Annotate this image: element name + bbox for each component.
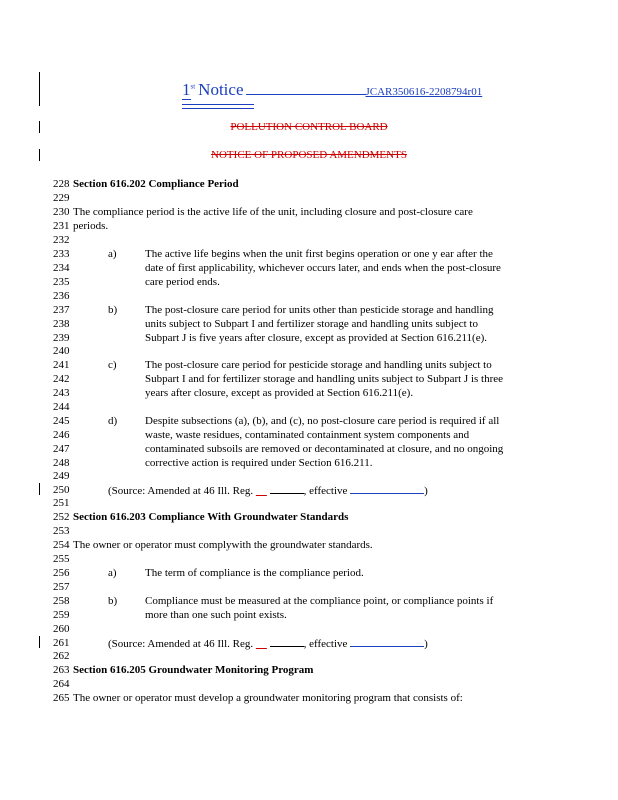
notice-title: Notice: [198, 80, 244, 99]
subsection-label: c): [108, 359, 117, 371]
source-note-prefix: (Source: Amended at 46 Ill. Reg.: [108, 638, 256, 650]
subsection-label: a): [108, 567, 117, 579]
line-number: 261: [53, 637, 70, 649]
source-note-effective: , effective: [303, 638, 351, 650]
line-number: 235: [53, 276, 70, 288]
notice-header: [182, 80, 482, 100]
subsection-text: The term of compliance is the compliance period.: [145, 567, 364, 579]
subsection-text: The post-closure care period for pesticide storage and handling units subject to: [145, 359, 492, 371]
line-number: 242: [53, 373, 70, 385]
subsection-label: b): [108, 595, 118, 607]
change-bar: [39, 72, 40, 106]
subsection-label: a): [108, 248, 117, 260]
subsection-label: b): [108, 304, 118, 316]
line-number: 264: [53, 678, 70, 690]
line-number: 259: [53, 609, 70, 621]
source-note-effective: , effective: [303, 485, 351, 497]
source-note-end: ): [424, 485, 428, 497]
line-number: 232: [53, 234, 70, 246]
source-note: [108, 484, 428, 497]
line-number: 243: [53, 387, 70, 399]
line-number: 251: [53, 497, 70, 509]
line-number: 231: [53, 220, 70, 232]
line-number: 263: [53, 664, 70, 676]
header-rule-mark: [182, 108, 192, 109]
effective-date-blank: [350, 484, 424, 494]
subsection-text: date of first applicability, whichever occurs later, and ends when the post-closure: [145, 262, 501, 274]
section-heading: Section 616.205 Groundwater Monitoring Program: [73, 664, 314, 676]
subsection-text: Subpart J is five years after closure, except as provided at Section 616.211(e).: [145, 332, 488, 344]
header-double-rule: [182, 104, 254, 109]
notice-number: 1: [182, 80, 191, 99]
agency-name: POLLUTION CONTROL BOARD: [230, 121, 388, 133]
line-number: 256: [53, 567, 70, 579]
line-number: 246: [53, 429, 70, 441]
notice-type: NOTICE OF PROPOSED AMENDMENTS: [211, 149, 407, 161]
source-note-prefix: (Source: Amended at 46 Ill. Reg.: [108, 485, 256, 497]
line-number: 240: [53, 345, 70, 357]
document-id: JCAR350616-2208794r01: [365, 86, 483, 98]
section-heading: Section 616.202 Compliance Period: [73, 178, 239, 190]
line-number: 234: [53, 262, 70, 274]
subsection-text: Subpart I and for fertilizer storage and handling units subject to Subpart J is three: [145, 373, 504, 385]
subsection-text: Despite subsections (a), (b), and (c), no post-closure care period is required if all: [145, 415, 500, 427]
line-number: 262: [53, 650, 70, 662]
subsection-label: d): [108, 415, 118, 427]
subsection-text: contaminated subsoils are removed or decontaminated at closure, and no ongoing: [145, 443, 504, 455]
paragraph-text: The owner or operator must complywith the groundwater standards.: [73, 539, 373, 551]
subsection-text: The active life begins when the unit first begins operation or one y ear after the: [145, 248, 493, 260]
subsection-text: years after closure, except as provided at Section 616.211(e).: [145, 387, 414, 399]
subsection-text: units subject to Subpart I and fertilizer storage and handling units subject to: [145, 318, 478, 330]
source-note-end: ): [424, 638, 428, 650]
paragraph-text: The owner or operator must develop a groundwater monitoring program that consists of:: [73, 692, 463, 704]
line-number: 257: [53, 581, 70, 593]
line-number: 229: [53, 192, 70, 204]
line-number: 233: [53, 248, 70, 260]
subsection-text: more than one such point exists.: [145, 609, 287, 621]
subsection-text: waste, waste residues, contaminated containment system components and: [145, 429, 470, 441]
line-number: 248: [53, 457, 70, 469]
line-number: 245: [53, 415, 70, 427]
line-number: 254: [53, 539, 70, 551]
register-blank: [256, 485, 267, 497]
line-number: 236: [53, 290, 70, 302]
change-bar: [39, 483, 40, 495]
line-number: 247: [53, 443, 70, 455]
line-number: 252: [53, 511, 70, 523]
section-heading: Section 616.203 Compliance With Groundwater Standards: [73, 511, 349, 523]
paragraph-text: periods.: [73, 220, 109, 232]
register-blank: [256, 638, 267, 650]
line-number: 237: [53, 304, 70, 316]
paragraph-text: The compliance period is the active life of the unit, including closure and post-closure care: [73, 206, 473, 218]
register-blank-line: [270, 484, 304, 494]
line-number: 230: [53, 206, 70, 218]
source-note: [108, 637, 428, 650]
line-number: 249: [53, 470, 70, 482]
notice-number-suffix: st: [190, 82, 196, 91]
line-number: 260: [53, 623, 70, 635]
line-number: 258: [53, 595, 70, 607]
line-number: 244: [53, 401, 70, 413]
subsection-text: care period ends.: [145, 276, 220, 288]
subsection-text: Compliance must be measured at the compliance point, or compliance points if: [145, 595, 494, 607]
line-number: 250: [53, 484, 70, 496]
effective-date-blank: [350, 637, 424, 647]
subsection-text: The post-closure care period for units other than pesticide storage and handling: [145, 304, 494, 316]
change-bar: [39, 636, 40, 648]
line-number: 253: [53, 525, 70, 537]
line-number: 228: [53, 178, 70, 190]
line-number: 265: [53, 692, 70, 704]
register-blank-line: [270, 637, 304, 647]
line-number: 239: [53, 332, 70, 344]
line-number: 238: [53, 318, 70, 330]
line-number: 255: [53, 553, 70, 565]
subsection-text: corrective action is required under Section 616.211.: [145, 457, 373, 469]
line-number: 241: [53, 359, 70, 371]
header-rule: [246, 93, 366, 95]
